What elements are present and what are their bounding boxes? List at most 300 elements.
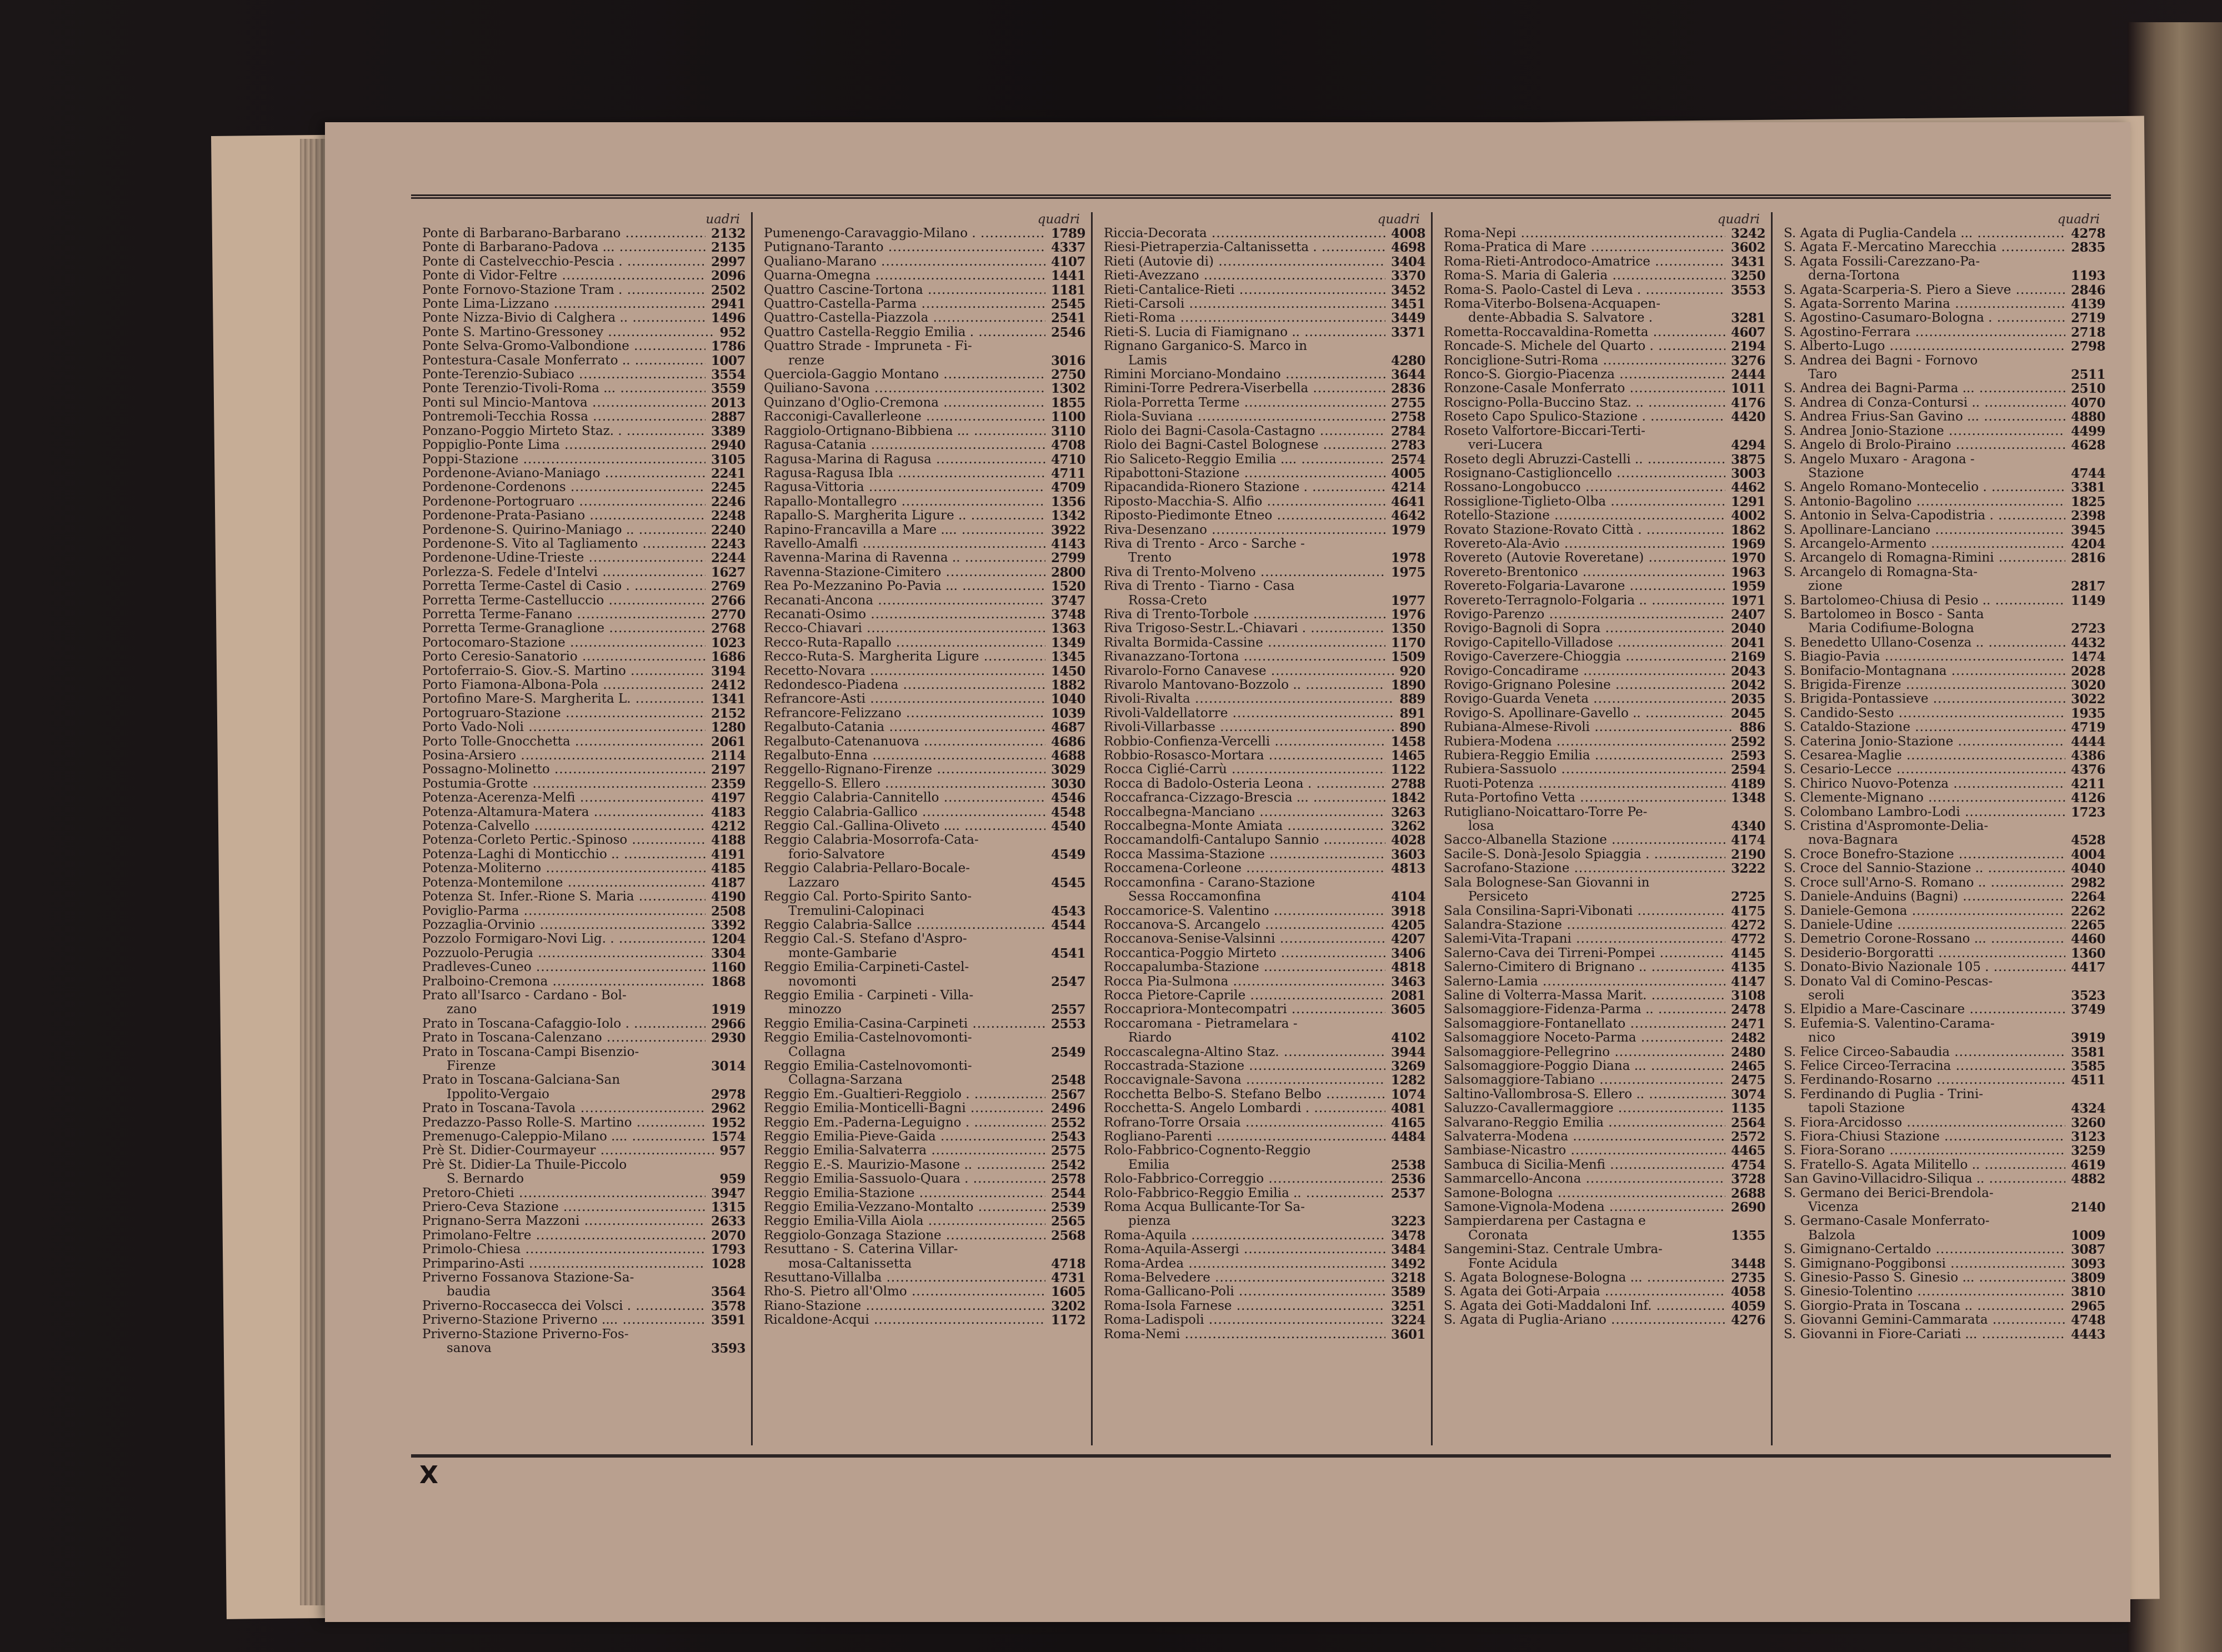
entry-route: S. Agostino-Ferrara ..... [1784, 326, 2065, 339]
index-entry [422, 339, 745, 353]
entry-grid-number: 1023 [710, 635, 745, 650]
entry-grid-number: 3029 [1050, 762, 1085, 778]
entry-route: Rocca Massima-Stazione ..... [1104, 848, 1385, 862]
entry-grid-number [1080, 960, 1085, 974]
index-entry [764, 720, 1085, 734]
entry-route: S. Desiderio-Borgoratti ..... [1784, 947, 2065, 960]
entry-route: Quiliano-Savona ..... [764, 382, 1045, 396]
entry-grid-number: 2768 [710, 621, 745, 637]
index-entry [1444, 692, 1765, 706]
entry-grid-number: 4008 [1390, 226, 1425, 241]
entry-route: Saluzzo-Cavallermaggiore ..... [1444, 1102, 1725, 1115]
entry-grid-number: 4880 [2070, 409, 2105, 425]
entry-grid-number: 4276 [1730, 1313, 1765, 1328]
entry-grid-number: 3242 [1730, 226, 1765, 241]
entry-route: Salsomaggiore-Poggio Diana ... ..... [1444, 1059, 1725, 1073]
entry-grid-number: 1971 [1730, 593, 1765, 608]
entry-route: Premenugo-Caleppio-Milano .... ..... [422, 1130, 705, 1144]
entry-grid-number: 2835 [2070, 240, 2105, 256]
index-entry [1784, 1073, 2105, 1087]
index-entry [1444, 227, 1765, 241]
entry-grid-number: 1350 [1390, 621, 1425, 637]
entry-grid-number: 3605 [1390, 1002, 1425, 1018]
entry-route: Roccastrada-Stazione ..... [1104, 1059, 1385, 1073]
entry-route: Possagno-Molinetto ..... [422, 763, 705, 777]
entry-grid-number: 4139 [2070, 297, 2105, 312]
index-entry [764, 453, 1085, 467]
index-entry [764, 932, 1085, 946]
entry-route: S. Eufemia-S. Valentino-Carama- [1784, 1017, 1995, 1031]
index-entry [764, 636, 1085, 650]
entry-grid-number: 1074 [1390, 1087, 1425, 1102]
entry-grid-number: 4432 [2070, 635, 2105, 650]
index-entry [422, 1017, 745, 1031]
index-column-2 [751, 212, 1091, 1445]
index-entry [422, 1031, 745, 1045]
entry-route: Rovereto (Autovie Roveretane) ..... [1444, 551, 1725, 565]
index-entry [422, 594, 745, 608]
index-entry [1784, 382, 2105, 396]
entry-route: S. Agostino-Casumaro-Bologna . ..... [1784, 311, 2065, 325]
index-entry [1444, 1271, 1765, 1285]
entry-route: Ronco-S. Giorgio-Piacenza ..... [1444, 368, 1725, 382]
index-entry [764, 876, 1085, 890]
entry-grid-number: 2081 [1390, 988, 1425, 1003]
entry-grid-number: 1979 [1390, 522, 1425, 538]
index-entry [422, 608, 745, 622]
index-entry [1444, 989, 1765, 1003]
entry-route: Ponzano-Poggio Mirteto Staz. . ..... [422, 424, 705, 438]
entry-route: Reggio Cal. Porto-Spirito Santo- [764, 890, 972, 904]
entry-grid-number [1420, 339, 1425, 353]
entry-grid-number: 4058 [1730, 1284, 1765, 1300]
entry-grid-number: 891 [1399, 705, 1425, 721]
entry-route: Ponte di Vidor-Feltre ..... [422, 269, 705, 283]
entry-grid-number: 1465 [1390, 748, 1425, 764]
index-entry [422, 227, 745, 241]
entry-route: Rocca Ciglié-Carrù ..... [1104, 763, 1385, 777]
entry-route: Ponte Nizza-Bivio di Calghera .. ..... [422, 311, 705, 325]
entry-route: Rometta-Roccavaldina-Rometta ..... [1444, 326, 1725, 339]
index-entry [1784, 1313, 2105, 1327]
column-header: quadri [1037, 212, 1080, 227]
index-entry [1784, 1271, 2105, 1285]
entry-grid-number: 4002 [1730, 508, 1765, 524]
entry-route: monte-Gambarie [788, 946, 897, 960]
entry-route: S. Daniele-Gemona ..... [1784, 904, 2065, 918]
entry-grid-number: 2444 [1730, 367, 1765, 383]
index-entry [1444, 1229, 1765, 1243]
index-entry [422, 551, 745, 565]
entry-grid-number: 3559 [710, 381, 745, 397]
index-entry [1444, 382, 1765, 396]
entry-grid-number: 1280 [710, 720, 745, 735]
index-entry [1104, 480, 1425, 494]
index-entry [422, 805, 745, 819]
entry-grid-number: 3371 [1390, 324, 1425, 340]
entry-route: Reggio Emilia-Villa Aiola ..... [764, 1214, 1045, 1228]
entry-grid-number: 2887 [710, 409, 745, 425]
entry-route: forio-Salvatore [788, 847, 885, 862]
entry-route: S. Andrea di Conza-Contursi .. ..... [1784, 396, 2065, 410]
entry-route: Roma-Ladispoli ..... [1104, 1313, 1385, 1327]
entry-route: S. Giovanni in Fiore-Cariati ... ..... [1784, 1328, 2065, 1341]
index-entry [764, 805, 1085, 819]
entry-grid-number: 4104 [1390, 889, 1425, 905]
entry-grid-number: 4185 [710, 861, 745, 877]
entry-route: Ponte di Barbarano-Barbarano ..... [422, 227, 705, 241]
index-entry [1104, 749, 1425, 763]
entry-grid-number: 4207 [1390, 932, 1425, 947]
index-entry [1104, 622, 1425, 635]
entry-route: Sangemini-Staz. Centrale Umbra- [1444, 1243, 1663, 1257]
entry-route: Roncade-S. Michele del Quarto . ..... [1444, 339, 1725, 353]
entry-grid-number: 2152 [710, 705, 745, 721]
entry-grid-number: 2040 [1730, 621, 1765, 637]
entry-grid-number: 2541 [1050, 311, 1085, 326]
index-entry [1784, 791, 2105, 805]
entry-route: S. Donato Val di Comino-Pescas- [1784, 974, 1993, 989]
index-entry [1444, 1172, 1765, 1186]
entry-grid-number: 1149 [2070, 593, 2105, 608]
index-column-3 [1091, 212, 1431, 1445]
entry-grid-number: 1011 [1730, 381, 1765, 397]
index-entry [1444, 848, 1765, 862]
entry-grid-number [1420, 876, 1425, 890]
index-entry [422, 876, 745, 890]
entry-route: S. Daniele-Anduins (Bagni) ..... [1784, 890, 2065, 904]
entry-grid-number: 2548 [1050, 1073, 1085, 1088]
index-entry [422, 354, 745, 368]
index-entry [764, 579, 1085, 593]
entry-grid-number: 2243 [710, 536, 745, 552]
index-entry [1784, 537, 2105, 551]
entry-route: Riva di Trento - Tiarno - Casa [1104, 579, 1295, 594]
entry-grid-number: 2248 [710, 508, 745, 524]
entry-route: Sala Consilina-Sapri-Vibonati ..... [1444, 904, 1725, 918]
column-entries [1784, 227, 2105, 1341]
entry-grid-number [1420, 1200, 1425, 1214]
index-entry [764, 241, 1085, 254]
index-entry [1444, 1116, 1765, 1130]
index-entry [1104, 975, 1425, 989]
entry-grid-number: 3020 [2070, 678, 2105, 693]
entry-route: Riardo [1128, 1031, 1172, 1045]
index-entry [1104, 467, 1425, 480]
index-entry [764, 735, 1085, 749]
entry-route: Roccavignale-Savona ..... [1104, 1073, 1385, 1087]
entry-route: Reggio Emilia-Vezzano-Montalto ..... [764, 1200, 1045, 1214]
entry-route: S. Brigida-Pontassieve ..... [1784, 692, 2065, 706]
entry-grid-number: 4462 [1730, 480, 1765, 495]
entry-route: Rofrano-Torre Orsaia ..... [1104, 1116, 1385, 1130]
index-entry [764, 904, 1085, 918]
index-entry [1784, 805, 2105, 819]
entry-grid-number: 4499 [2070, 423, 2105, 439]
index-entry [1104, 1243, 1425, 1256]
entry-route: S. Biagio-Pavia ..... [1784, 650, 2065, 664]
entry-route: Robbio-Rosasco-Mortara ..... [1104, 749, 1385, 763]
entry-route: Roma-Pratica di Mare ..... [1444, 241, 1725, 254]
index-entry [422, 1158, 745, 1172]
index-entry [1104, 947, 1425, 960]
entry-route: Reggio Emilia-Castelnovomonti- [764, 1031, 972, 1045]
entry-grid-number: 2542 [1050, 1157, 1085, 1173]
index-entry [764, 1031, 1085, 1045]
entry-grid-number: 2545 [1050, 297, 1085, 312]
entry-route: Rovereto-Folgaria-Lavarone ..... [1444, 579, 1725, 593]
entry-route: Ronciglione-Sutri-Roma ..... [1444, 354, 1725, 368]
entry-grid-number: 4183 [710, 804, 745, 820]
entry-grid-number: 1135 [1730, 1101, 1765, 1117]
index-entry [764, 495, 1085, 509]
entry-route: Prato in Toscana-Cafaggio-Iolo . ..... [422, 1017, 705, 1031]
index-entry [1784, 918, 2105, 932]
entry-route: Rovigo-S. Apollinare-Gavello .. ..... [1444, 707, 1725, 720]
entry-grid-number: 2471 [1730, 1016, 1765, 1032]
index-entry [1784, 311, 2105, 325]
index-entry [1104, 382, 1425, 396]
entry-route: Potenza-Calvello ..... [422, 819, 705, 833]
entry-grid-number: 2997 [710, 254, 745, 269]
entry-route: Rapallo-S. Margherita Ligure .. ..... [764, 509, 1045, 523]
entry-route: S. Angelo Romano-Montecelio . ..... [1784, 480, 2065, 494]
index-entry [1104, 608, 1425, 622]
index-entry [1784, 565, 2105, 579]
index-entry [764, 989, 1085, 1003]
entry-grid-number: 1282 [1390, 1073, 1425, 1088]
entry-route: Rovigo-Guarda Veneta ..... [1444, 692, 1725, 706]
entry-route: Roma-S. Paolo-Castel di Leva . ..... [1444, 283, 1725, 297]
entry-grid-number: 4698 [1390, 240, 1425, 256]
entry-route: novomonti [788, 974, 857, 989]
entry-route: Rivanazzano-Tortona ..... [1104, 650, 1385, 664]
index-entry [1784, 227, 2105, 241]
index-entry [764, 1130, 1085, 1144]
index-entry [422, 326, 745, 339]
entry-route: Porretta Terme-Castelluccio ..... [422, 594, 705, 608]
entry-route: Rubiana-Almese-Rivoli ..... [1444, 720, 1734, 734]
index-entry [764, 255, 1085, 269]
index-entry [422, 720, 745, 734]
entry-route: Pontremoli-Tecchia Rossa ..... [422, 410, 705, 424]
entry-route: Salerno-Lamia ..... [1444, 975, 1725, 989]
entry-route: Rocca Pietore-Caprile ..... [1104, 989, 1385, 1003]
entry-grid-number: 1970 [1730, 550, 1765, 566]
entry-route: nova-Bagnara [1808, 833, 1898, 848]
entry-grid-number [740, 989, 745, 1003]
index-entry [1784, 410, 2105, 424]
entry-route: S. Bartolomeo in Bosco - Santa [1784, 607, 1984, 622]
index-entry [764, 339, 1085, 353]
entry-grid-number: 4059 [1730, 1298, 1765, 1314]
index-entry [764, 438, 1085, 452]
entry-grid-number: 1605 [1050, 1284, 1085, 1300]
entry-grid-number: 3944 [1390, 1044, 1425, 1060]
index-entry [1444, 1158, 1765, 1172]
entry-grid-number: 1160 [710, 960, 745, 975]
index-entry [422, 368, 745, 382]
index-entry [1444, 960, 1765, 974]
index-entry [1444, 1187, 1765, 1200]
entry-grid-number: 4619 [2070, 1157, 2105, 1173]
entry-grid-number [1080, 339, 1085, 353]
entry-route: Porlezza-S. Fedele d'Intelvi ..... [422, 565, 705, 579]
entry-route: Robbio-Confienza-Vercelli ..... [1104, 735, 1385, 749]
index-entry [1104, 410, 1425, 424]
index-entry [1784, 283, 2105, 297]
entry-route: Reggello-Rignano-Firenze ..... [764, 763, 1045, 777]
entry-route: Porto Tolle-Gnocchetta ..... [422, 735, 705, 749]
index-entry [764, 1172, 1085, 1186]
entry-route: S. Fiora-Arcidosso ..... [1784, 1116, 2065, 1130]
entry-grid-number: 1039 [1050, 705, 1085, 721]
entry-grid-number: 2735 [1730, 1270, 1765, 1286]
index-entry [1444, 1214, 1765, 1228]
entry-grid-number: 3601 [1390, 1326, 1425, 1342]
index-entry [422, 833, 745, 847]
entry-grid-number: 3484 [1390, 1242, 1425, 1258]
entry-route: Prato in Toscana-Calenzano ..... [422, 1031, 705, 1045]
entry-route: Reggio Emilia-Sassuolo-Quara . ..... [764, 1172, 1045, 1186]
entry-route: Riola-Suviana ..... [1104, 410, 1385, 424]
entry-grid-number: 2846 [2070, 282, 2105, 298]
index-entry [764, 269, 1085, 283]
index-entry [1444, 636, 1765, 650]
index-entry [1444, 424, 1765, 438]
entry-grid-number: 4709 [1050, 480, 1085, 495]
entry-route: Prignano-Serra Mazzoni ..... [422, 1214, 705, 1228]
index-entry [1104, 283, 1425, 297]
column-header: quadri [1377, 212, 1420, 227]
entry-grid-number: 1842 [1390, 790, 1425, 806]
entry-grid-number: 3451 [1390, 297, 1425, 312]
entry-grid-number: 3553 [1730, 282, 1765, 298]
entry-route: S. Agata di Puglia-Ariano ..... [1444, 1313, 1725, 1327]
entry-route: Rapallo-Montallegro ..... [764, 495, 1045, 509]
index-entry [1784, 1130, 2105, 1144]
index-entry [1444, 565, 1765, 579]
entry-route: Rieti-Avezzano ..... [1104, 269, 1385, 283]
index-entry [1784, 989, 2105, 1003]
entry-grid-number: 4460 [2070, 932, 2105, 947]
index-entry [1104, 763, 1425, 777]
entry-route: Reggio Calabria-Cannitello ..... [764, 791, 1045, 805]
index-entry [422, 791, 745, 805]
entry-grid-number: 2567 [1050, 1087, 1085, 1102]
entry-route: Roccamandolfi-Cantalupo Sannio ..... [1104, 833, 1385, 847]
entry-route: S. Germano-Casale Monferrato- [1784, 1214, 1990, 1229]
index-entry [1104, 537, 1425, 551]
entry-grid-number: 2690 [1730, 1200, 1765, 1215]
index-entry [764, 692, 1085, 706]
index-entry [1104, 918, 1425, 932]
entry-route: S. Bonifacio-Montagnana ..... [1784, 664, 2065, 678]
entry-grid-number: 920 [1399, 663, 1425, 679]
index-entry [1784, 1200, 2105, 1214]
entry-route: derna-Tortona [1808, 269, 1900, 283]
entry-grid-number: 1450 [1050, 663, 1085, 679]
index-entry [422, 1130, 745, 1144]
entry-grid-number: 3223 [1390, 1214, 1425, 1229]
index-entry [1444, 509, 1765, 523]
entry-route: dente-Abbadia S. Salvatore . [1468, 311, 1653, 326]
index-entry [422, 1073, 745, 1087]
entry-grid-number: 3251 [1390, 1298, 1425, 1314]
index-entry [1444, 650, 1765, 664]
index-entry [1444, 749, 1765, 763]
entry-grid-number: 3259 [2070, 1143, 2105, 1159]
entry-grid-number: 4444 [2070, 734, 2105, 749]
index-entry [1104, 707, 1425, 720]
entry-route: Reggio Emilia-Castelnovomonti- [764, 1059, 972, 1073]
index-entry [1444, 862, 1765, 875]
index-entry [422, 1243, 745, 1256]
entry-grid-number: 1574 [710, 1129, 745, 1144]
index-entry [764, 1144, 1085, 1158]
index-entry [422, 410, 745, 424]
entry-grid-number: 3269 [1390, 1058, 1425, 1074]
entry-route: S. Demetrio Corone-Rossano ... ..... [1784, 932, 2065, 946]
entry-grid-number [2100, 819, 2105, 833]
index-entry [1104, 1285, 1425, 1299]
entry-grid-number: 4214 [1390, 480, 1425, 495]
entry-grid-number [1760, 876, 1765, 890]
entry-route: Roccapalumba-Stazione ..... [1104, 960, 1385, 974]
entry-route: sanova [447, 1341, 492, 1356]
entry-grid-number [1760, 1243, 1765, 1256]
entry-route: Trento [1128, 551, 1172, 565]
entry-route: seroli [1808, 988, 1844, 1003]
entry-grid-number: 4190 [710, 889, 745, 905]
entry-grid-number: 2511 [2070, 367, 2105, 383]
entry-route: Firenze [447, 1059, 496, 1073]
entry-grid-number: 4642 [1390, 508, 1425, 524]
entry-route: Potenza-Moliterno ..... [422, 862, 705, 875]
entry-route: S. Felice Circeo-Sabaudia ..... [1784, 1045, 2065, 1059]
entry-grid-number: 3093 [2070, 1256, 2105, 1271]
index-entry [764, 1313, 1085, 1327]
entry-route: Rutigliano-Noicattaro-Torre Pe- [1444, 805, 1648, 819]
index-entry [422, 890, 745, 904]
entry-route: Reggio Emilia-Salvaterra ..... [764, 1144, 1045, 1158]
entry-route: Roccalbegna-Monte Amiata ..... [1104, 819, 1385, 833]
entry-grid-number: 2592 [1730, 734, 1765, 749]
index-entry [422, 735, 745, 749]
entry-grid-number: 3644 [1390, 367, 1425, 383]
entry-grid-number: 3478 [1390, 1228, 1425, 1243]
entry-grid-number: 4687 [1050, 720, 1085, 735]
index-entry [1104, 1200, 1425, 1214]
entry-grid-number: 2836 [1390, 381, 1425, 397]
entry-grid-number: 3919 [2070, 1030, 2105, 1046]
entry-grid-number: 3263 [1390, 804, 1425, 820]
index-entry [422, 1328, 745, 1341]
index-entry [1104, 495, 1425, 509]
entry-route: Taro [1808, 368, 1838, 382]
entry-route: Samone-Vignola-Modena ..... [1444, 1200, 1725, 1214]
entry-route: Ruoti-Potenza ..... [1444, 777, 1725, 791]
entry-grid-number: 3281 [1730, 311, 1765, 326]
entry-grid-number: 3523 [2070, 988, 2105, 1003]
index-entry [422, 1229, 745, 1243]
entry-route: Recco-Ruta-Rapallo ..... [764, 636, 1045, 650]
index-entry [1444, 622, 1765, 635]
entry-grid-number [2100, 565, 2105, 579]
entry-grid-number: 4211 [2070, 776, 2105, 792]
entry-route: Potenza-Montemilone ..... [422, 876, 705, 890]
index-entry [764, 509, 1085, 523]
